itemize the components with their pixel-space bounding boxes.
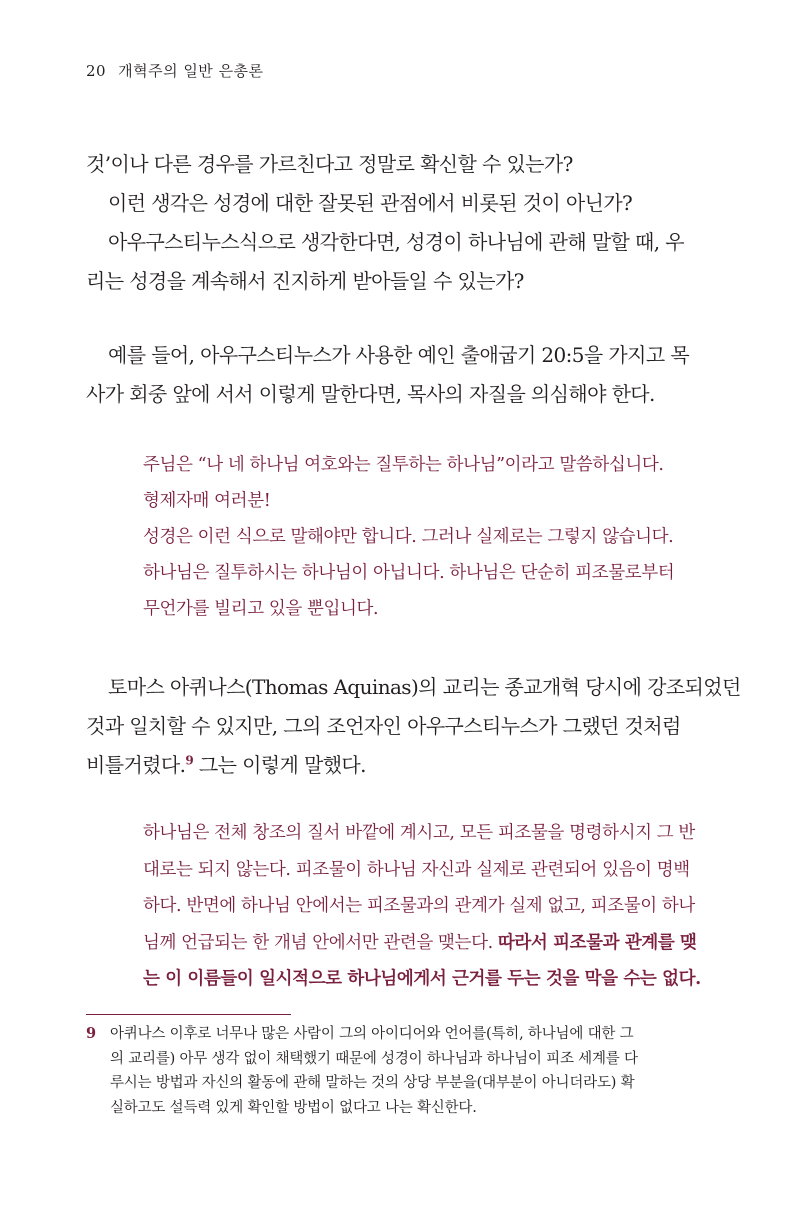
- footnote-separator: [86, 1014, 291, 1015]
- quote-line: 주님은 “나 네 하나님 여호와는 질투하는 하나님”이라고 말씀하십니다.: [143, 455, 664, 475]
- footnote-reference[interactable]: 9: [185, 753, 194, 768]
- running-head: [86, 60, 264, 81]
- block-quote-1: [143, 447, 691, 627]
- footnote-line: 루시는 방법과 자신의 활동에 관해 말하는 것의 상당 부분을(대부분이 아니더라도) 확: [110, 1075, 635, 1091]
- text-line: 것과 일치할 수 있지만, 그의 조언자인 아우구스티누스가 그랬던 것처럼: [86, 714, 681, 738]
- quote-line: 하다. 반면에 하나님 안에서는 피조물과의 관계가 실제 없고, 피조물이 하나: [143, 896, 695, 916]
- text-line: 것’이나 다른 경우를 가르친다고 정말로 확신할 수 있는가?: [86, 152, 573, 176]
- quote-line: 하나님은 질투하시는 하나님이 아닙니다. 하나님은 단순히 피조물로부터: [143, 563, 675, 583]
- quote-line: 대로는 되지 않는다. 피조물이 하나님 자신과 실제로 관련되어 있음이 명백: [143, 859, 690, 880]
- quote-line: 성경은 이런 식으로 말해야만 합니다. 그러나 실제로는 그렇지 않습니다.: [143, 527, 674, 547]
- text-segment: 그는 이렇게 말했다.: [193, 753, 366, 777]
- footnote-line: 의 교리를) 아무 생각 없이 채택했기 때문에 성경이 하나님과 하나님이 피조 세계를 다: [110, 1050, 638, 1067]
- block-quote-2: [143, 815, 701, 998]
- running-title: 개혁주의 일반 은총론: [118, 62, 264, 80]
- footnote-line: 실하고도 설득력 있게 확인할 방법이 없다고 나는 확신한다.: [110, 1099, 477, 1116]
- footnote-number: 9: [86, 1025, 96, 1042]
- quote-emphasis-line: 는 이 이름들이 일시적으로 하나님에게서 근거를 두는 것을 막을 수는 없다.: [143, 969, 701, 989]
- quote-line: [143, 925, 697, 962]
- quote-segment: 님께 언급되는 한 개념 안에서만 관련을 맺는다.: [143, 932, 498, 953]
- paragraph-block-1: [86, 145, 686, 301]
- quote-line: 하나님은 전체 창조의 질서 바깥에 계시고, 모든 피조물을 명령하시지 그 반: [143, 823, 695, 843]
- quote-line: 형제자매 여러분!: [143, 491, 271, 511]
- paragraph-block-2: [86, 336, 690, 414]
- quote-emphasis: 따라서 피조물과 관계를 맺: [497, 932, 697, 953]
- text-line: 사가 회중 앞에 서서 이렇게 말한다면, 목사의 자질을 의심해야 한다.: [86, 382, 655, 406]
- text-line: [86, 746, 686, 785]
- text-segment: 비틀거렸다.: [86, 753, 186, 777]
- page-number: 20: [86, 62, 107, 80]
- footnote-line: 아퀴나스 이후로 너무나 많은 사람이 그의 아이디어와 언어를(특히, 하나님에 대한 그: [110, 1026, 634, 1042]
- paragraph-block-3: [86, 668, 741, 785]
- footnote: [86, 1022, 690, 1120]
- text-line: 아우구스티누스식으로 생각한다면, 성경이 하나님에 관해 말할 때, 우: [108, 230, 684, 254]
- text-line: 토마스 아퀴나스(Thomas Aquinas)의 교리는 종교개혁 당시에 강조되었던: [108, 675, 741, 699]
- quote-line: 무언가를 빌리고 있을 뿐입니다.: [143, 599, 379, 619]
- footnote-text: [110, 1022, 690, 1120]
- text-line: 리는 성경을 계속해서 진지하게 받아들일 수 있는가?: [86, 269, 524, 293]
- text-line: 이런 생각은 성경에 대한 잘못된 관점에서 비롯된 것이 아닌가?: [108, 191, 633, 215]
- text-line: 예를 들어, 아우구스티누스가 사용한 예인 출애굽기 20:5을 가지고 목: [108, 343, 690, 367]
